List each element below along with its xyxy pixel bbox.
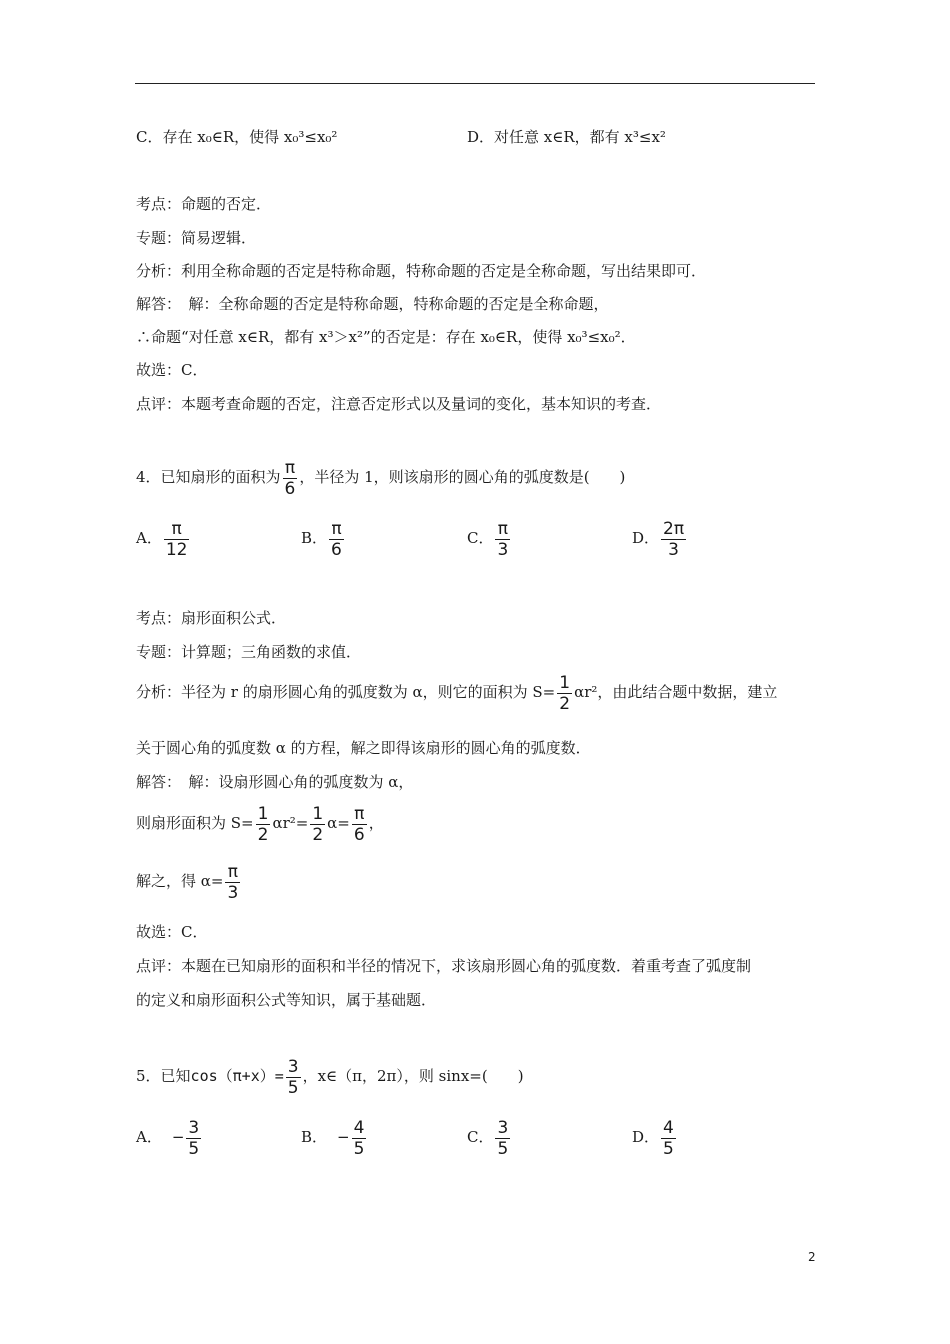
q5-option-a [136,1115,203,1159]
fraction-numerator: 1 [257,803,269,824]
option-fraction [495,519,510,560]
q4-area-text-mid2: α= [327,814,350,832]
q4-fenxi-text-after: αr²，由此结合题中数据，建立 [574,683,778,701]
q4-option-b [301,516,346,560]
q5-stem-text-before: 5．已知 [136,1067,191,1085]
q3-zhuanti: 专题：简易逻辑． [136,229,257,247]
fraction-denominator: 5 [353,1138,365,1159]
fraction-numerator: 3 [287,1056,299,1077]
option-sign: − [171,1128,185,1146]
q3-jieda: 解答： 解：全称命题的否定是特称命题，特称命题的否定是全称命题， [136,295,609,313]
q4-solve-text: 解之，得 α= [136,872,224,890]
option-label: B． [301,1128,328,1146]
q4-fenxi-fraction [557,673,572,714]
q4-area-text-mid1: αr²= [272,814,309,832]
q4-solve [136,859,242,903]
option-label: D． [632,529,660,547]
fraction-numerator: π [331,518,342,539]
fraction-numerator: π [227,861,238,882]
q4-option-a [136,516,191,560]
option-fraction [661,1118,676,1159]
q4-area-fraction-half-2 [310,804,325,845]
option-label: B． [301,529,328,547]
q4-guxuan: 故选：C． [136,923,208,941]
q4-stem-text-after: ，半径为 1，则该扇形的圆心角的弧度数是( ) [299,468,626,486]
fraction-denominator: 2 [312,824,324,845]
fraction-denominator: 5 [663,1138,674,1159]
option-sign: − [337,1128,350,1146]
q3-option-c: C．存在 x₀∈R，使得 x₀³≤x₀² [136,128,338,146]
q4-area-text-before: 则扇形面积为 S= [136,814,254,832]
option-fraction [164,519,190,560]
q4-stem [136,455,625,499]
fraction-numerator: 2π [663,518,685,539]
q4-fenxi [136,670,777,714]
option-fraction [329,519,344,560]
fraction-numerator: 4 [663,1117,674,1138]
fraction-denominator: 12 [165,539,188,560]
q5-option-c [467,1115,512,1159]
q4-area-text-end: ， [368,814,384,832]
q4-solve-fraction [225,862,240,903]
page-number: 2 [808,1250,816,1264]
q3-guxuan: 故选：C． [136,361,208,379]
fraction-numerator: 3 [188,1117,200,1138]
q4-fenxi-text-before: 分析：半径为 r 的扇形圆心角的弧度数为 α，则它的面积为 S= [136,683,556,701]
option-fraction [661,519,686,560]
q3-jieda-line2: ∴命题“对任意 x∈R，都有 x³＞x²”的否定是：存在 x₀∈R，使得 x₀³≤x₀²． [136,328,636,346]
option-fraction [352,1118,367,1159]
fraction-numerator: π [284,457,296,478]
q5-stem-cos: cos（π+x）= [190,1067,284,1085]
fraction-denominator: 3 [227,882,239,903]
fraction-numerator: 4 [353,1117,365,1138]
q5-stem-text-after: ，x∈（π，2π），则 sinx=( ) [302,1067,524,1085]
fraction-denominator: 5 [497,1138,509,1159]
q4-area-fraction-pi-6 [352,804,367,845]
q3-fenxi: 分析：利用全称命题的否定是特称命题，特称命题的否定是全称命题，写出结果即可． [136,262,707,280]
fraction-denominator: 2 [257,824,269,845]
q3-kaodian: 考点：命题的否定． [136,195,272,213]
fraction-numerator: π [171,518,182,539]
q5-option-d [632,1115,678,1159]
q5-stem [136,1054,524,1098]
fraction-denominator: 6 [284,478,296,499]
fraction-numerator: π [497,518,509,539]
fraction-numerator: 1 [559,672,571,693]
q4-area-equation [136,801,384,845]
q4-option-c [467,516,512,560]
q4-area-fraction-half-1 [256,804,271,845]
q4-zhuanti: 专题：计算题；三角函数的求值． [136,643,362,661]
q4-jieda: 解答： 解：设扇形圆心角的弧度数为 α， [136,773,414,791]
option-label: C． [467,529,494,547]
option-label: D． [632,1128,660,1146]
q3-dianping: 点评：本题考查命题的否定，注意否定形式以及量词的变化，基本知识的考查． [136,395,662,413]
q3-option-d: D．对任意 x∈R，都有 x³≤x² [467,128,666,146]
option-label: A． [136,529,162,547]
q4-fenxi-line2: 关于圆心角的弧度数 α 的方程，解之即得该扇形的圆心角的弧度数． [136,739,591,757]
header-rule [135,83,815,84]
q5-option-b [301,1115,368,1159]
option-label: A． [136,1128,162,1146]
q4-dianping-line1: 点评：本题在已知扇形的面积和半径的情况下，求该扇形圆心角的弧度数．着重考查了弧度制 [136,957,752,975]
fraction-denominator: 6 [331,539,342,560]
fraction-numerator: 1 [312,803,324,824]
q5-stem-fraction [286,1057,301,1098]
q4-dianping-line2: 的定义和扇形面积公式等知识，属于基础题． [136,991,437,1009]
fraction-numerator: π [354,803,365,824]
fraction-denominator: 3 [661,539,686,560]
fraction-denominator: 2 [559,693,571,714]
option-fraction [186,1118,201,1159]
option-fraction [495,1118,510,1159]
q4-stem-text-before: 4．已知扇形的面积为 [136,468,281,486]
q4-kaodian: 考点：扇形面积公式． [136,609,287,627]
fraction-denominator: 5 [287,1077,299,1098]
fraction-numerator: 3 [497,1117,509,1138]
q4-option-d [632,516,688,560]
q4-stem-fraction [283,458,298,499]
fraction-denominator: 3 [497,539,509,560]
fraction-denominator: 5 [188,1138,200,1159]
option-label: C． [467,1128,494,1146]
fraction-denominator: 6 [353,824,365,845]
